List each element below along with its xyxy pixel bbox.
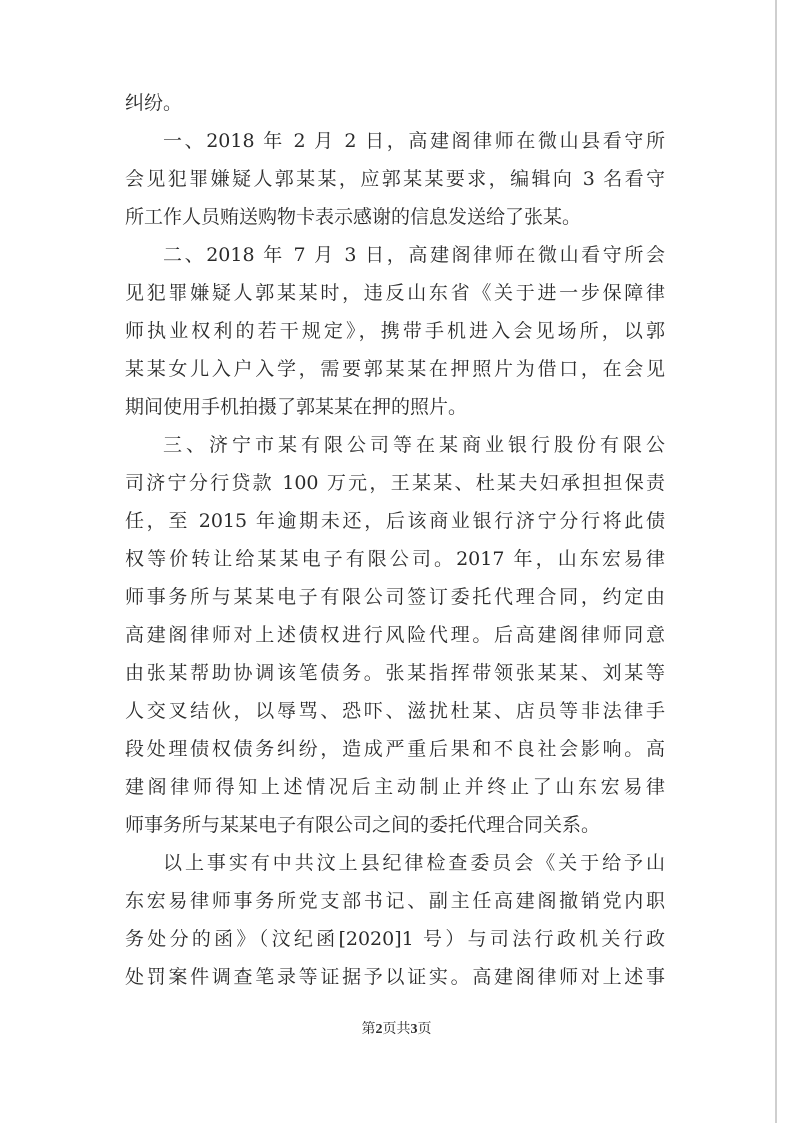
text-line: 权等价转让给某某电子有限公司。2017 年，山东宏易律 [125,548,665,570]
text-line: 见犯罪嫌疑人郭某某时，违反山东省《关于进一步保障律 [125,282,665,304]
text-line: 会见犯罪嫌疑人郭某某，应郭某某要求，编辑向 3 名看守 [125,168,665,190]
footer-page-number: 2 [375,1022,383,1037]
paragraph-1-line-1: 一、2018 年 2 月 2 日，高建阁律师在微山县看守所 [163,130,665,152]
text-line: 所工作人员贿送购物卡表示感谢的信息发送给了张某。 [125,206,582,228]
text-line: 高建阁律师对上述债权进行风险代理。后高建阁律师同意 [125,624,665,646]
document-body [125,84,665,996]
text-line: 务处分的函》（汶纪函[2020]1 号）与司法行政机关行政 [125,928,665,950]
text-line: 师执业权利的若干规定》，携带手机进入会见场所，以郭 [125,320,665,342]
text-line: 东宏易律师事务所党支部书记、副主任高建阁撤销党内职 [125,890,665,912]
text-line: 师事务所与某某电子有限公司之间的委托代理合同关系。 [125,814,601,836]
text-line: 司济宁分行贷款 100 万元，王某某、杜某夫妇承担担保责 [125,472,665,494]
page-footer [0,1018,793,1038]
text-line: 由张某帮助协调该笔债务。张某指挥带领张某某、刘某等 [125,662,665,684]
text-line: 建阁律师得知上述情况后主动制止并终止了山东宏易律 [125,776,665,798]
text-line: 某某女儿入户入学，需要郭某某在押照片为借口，在会见 [125,358,665,380]
scan-edge-line [775,0,777,1123]
footer-middle: 页共 [382,1021,411,1037]
footer-total-pages: 3 [410,1022,418,1037]
text-line: 纠纷。 [125,92,183,114]
text-line: 人交叉结伙，以辱骂、恐吓、滋扰杜某、店员等非法律手 [125,700,665,722]
text-line: 任，至 2015 年逾期未还，后该商业银行济宁分行将此债 [125,510,665,532]
text-line: 段处理债权债务纠纷，造成严重后果和不良社会影响。高 [125,738,665,760]
paragraph-3-line-1: 三、济宁市某有限公司等在某商业银行股份有限公 [163,434,665,456]
text-line: 期间使用手机拍摄了郭某某在押的照片。 [125,396,468,418]
text-line: 师事务所与某某电子有限公司签订委托代理合同，约定由 [125,586,665,608]
paragraph-2-line-1: 二、2018 年 7 月 3 日，高建阁律师在微山看守所会 [163,244,665,266]
footer-suffix: 页 [417,1021,432,1037]
text-line: 处罚案件调查笔录等证据予以证实。高建阁律师对上述事 [125,966,665,988]
footer-prefix: 第 [361,1021,376,1037]
paragraph-4-line-1: 以上事实有中共汶上县纪律检查委员会《关于给予山 [163,852,665,874]
